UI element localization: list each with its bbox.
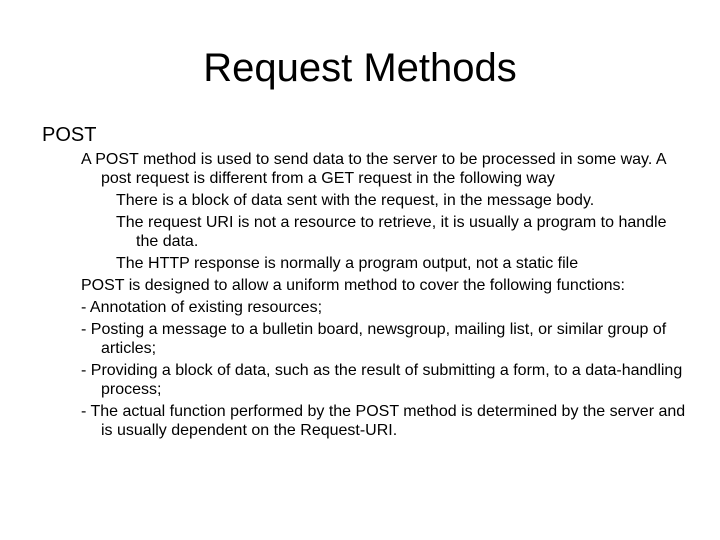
paragraph: The HTTP response is normally a program output, not a static file [116, 255, 579, 272]
paragraph: The request URI is not a resource to retrieve, it is usually a program to handle the data. [116, 214, 667, 250]
paragraph: - Posting a message to a bulletin board, newsgroup, mailing list, or similar group of articles; [81, 321, 667, 357]
paragraph: - The actual function performed by the POST method is determined by the server and is usually dependent on the Request-URI. [81, 403, 686, 439]
paragraph: - Providing a block of data, such as the result of submitting a form, to a data-handling process; [81, 362, 683, 398]
section-heading: POST [42, 124, 97, 146]
paragraph: A POST method is used to send data to the server to be processed in some way. A post request is different from a GET request in the following way [81, 151, 666, 187]
slide-body [81, 150, 691, 440]
paragraph: There is a block of data sent with the request, in the message body. [116, 192, 595, 209]
paragraph: POST is designed to allow a uniform method to cover the following functions: [81, 277, 625, 294]
slide-title: Request Methods [203, 46, 517, 90]
paragraph: - Annotation of existing resources; [81, 299, 323, 316]
